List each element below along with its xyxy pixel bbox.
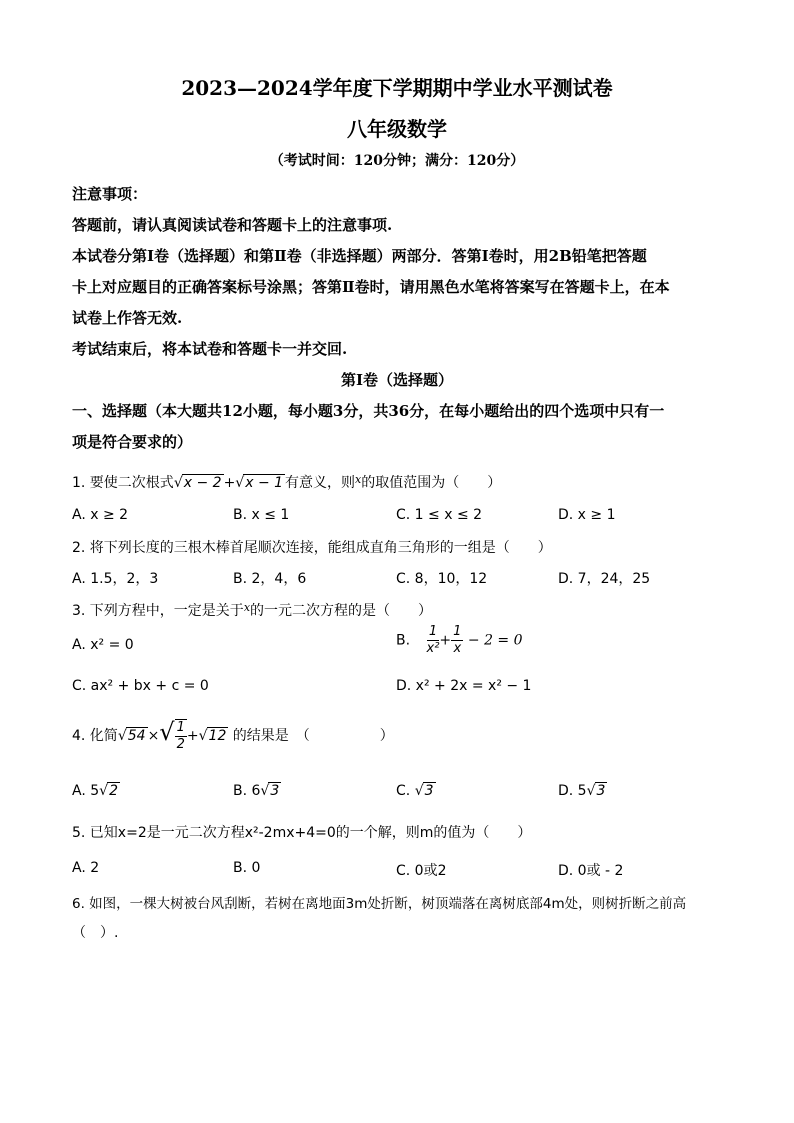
notice-line-2c: 试卷上作答无效. [72,309,183,327]
q3-option-d: D. x² + 2x = x² − 1 [396,678,532,694]
section1-line-2: 项是符合要求的） [72,433,193,451]
q3-optb-plus: + [439,632,452,649]
q3-optb-f2-den: x [453,641,462,656]
q4-suffix: 的结果是 （ ） [228,728,394,744]
q1-option-c: C. 1 ≤ x ≤ 2 [396,507,483,523]
q1-prefix: 1. 要使二次根式 [72,475,174,491]
q4-optd-radicand: 3 [596,783,606,799]
q4-sqrt-symbol-2: √ [159,718,175,746]
q3-optb-label: B. [396,632,411,649]
q1-sqrt-symbol: √ [173,475,183,491]
q3-option-c: C. ax² + bx + c = 0 [72,678,209,694]
q1-radicand-2: x − 1 [245,475,284,491]
question-5-stem: 5. 已知x=2是一元二次方程x²-2mx+4=0的一个解，则m的值为（ ） [72,825,532,841]
exam-title: 2023—2024学年度下学期期中学业水平测试卷 [181,76,613,100]
q4-optd-text: D. 5 [558,783,587,799]
q4-fraction [175,719,187,753]
q4-opta-text: A. 5 [72,783,100,799]
q3-prefix: 3. 下列方程中，一定是关于 [72,603,244,619]
q1-suffix: 的取值范围为（ ） [361,475,502,491]
q4-option-a [72,782,120,799]
q3-optb-rest: − 2 = 0 [467,632,523,649]
q4-optc-radicand: 3 [424,783,434,799]
q2-option-d: D. 7，24，25 [558,571,651,587]
q2-option-b: B. 2，4，6 [233,571,307,587]
q3-optb-f2-num: 1 [453,624,462,639]
q3-optb-f1-num: 1 [427,624,440,641]
q4-optb-text: B. 6 [233,783,261,799]
question-2-stem: 2. 将下列长度的三根木棒首尾顺次连接，能组成直角三角形的一组是（ ） [72,540,552,556]
q1-sqrt-symbol-2: √ [235,475,245,491]
q4-sqrt-symbol-3: √ [198,728,208,744]
q5-option-c: C. 0或2 [396,863,447,879]
q4-option-d [558,782,607,799]
q1-var: x [355,473,362,486]
q5-option-d: D. 0或 - 2 [558,863,624,879]
q4-frac-den: 2 [176,737,185,752]
notice-line-2b: 卡上对应题目的正确答案标号涂黑；答第Ⅱ卷时，请用黑色水笔将答案写在答题卡上，在本 [72,278,670,296]
q3-optb-fraction-2 [451,624,463,657]
q1-mid: 有意义，则 [285,475,356,491]
q3-option-b [396,624,523,657]
question-4-stem [72,718,394,753]
exam-info: （考试时间：120分钟；满分：120分） [269,153,525,169]
q4-frac-num: 1 [176,720,185,735]
q4-optb-sqrt: √ [260,783,270,799]
q1-radicand-1: x − 2 [183,475,222,491]
q5-option-a: A. 2 [72,860,100,876]
q4-prefix: 4. 化简 [72,728,118,744]
question-6-line-1: 6. 如图，一棵大树被台风刮断，若树在离地面3m处折断，树顶端落在离树底部4m处，则树折断之前高 [72,896,687,912]
q4-opta-radicand: 2 [109,783,118,799]
q3-option-a: A. x² = 0 [72,637,134,653]
q4-radicand-2: 12 [208,728,227,744]
q4-optd-sqrt: √ [586,783,596,799]
question-1-stem [72,472,501,492]
notice-line-1: 答题前，请认真阅读试卷和答题卡上的注意事项. [72,216,393,234]
q1-option-a: A. x ≥ 2 [72,507,129,523]
q4-optc-text: C. [396,783,415,799]
q4-sqrt-symbol-1: √ [117,728,127,744]
question-3-stem [72,600,432,620]
q3-optb-fraction-1 [427,624,440,657]
q1-option-d: D. x ≥ 1 [558,507,616,523]
q2-option-c: C. 8，10，12 [396,571,488,587]
q4-optc-sqrt: √ [414,783,424,799]
q5-option-b: B. 0 [233,860,261,876]
section1-line-1: 一、选择题（本大题共12小题，每小题3分，共36分，在每小题给出的四个选项中只有一 [72,402,665,420]
q3-optb-f1-den: x² [426,641,440,656]
q2-option-a: A. 1.5，2，3 [72,571,159,587]
q4-optb-radicand: 3 [270,783,280,799]
q4-opta-sqrt: √ [99,783,109,799]
q4-option-b [233,782,281,799]
q4-plus: + [186,728,199,744]
exam-subtitle: 八年级数学 [347,117,447,141]
q1-option-b: B. x ≤ 1 [233,507,290,523]
q4-radicand-1: 54 [127,728,146,744]
q4-times: × [147,728,160,744]
q3-var: x [243,601,251,614]
q4-option-c [396,782,436,799]
notice-heading: 注意事项： [72,185,148,203]
notice-line-3: 考试结束后，将本试卷和答题卡一并交回. [72,340,348,358]
notice-line-2a: 本试卷分第Ⅰ卷（选择题）和第Ⅱ卷（非选择题）两部分．答第Ⅰ卷时，用2B铅笔把答题 [72,247,647,265]
q1-plus: + [223,475,236,491]
question-6-line-2: （ ）. [72,925,119,941]
part1-heading: 第Ⅰ卷（选择题） [340,371,454,389]
q3-suffix: 的一元二次方程的是（ ） [250,603,433,619]
